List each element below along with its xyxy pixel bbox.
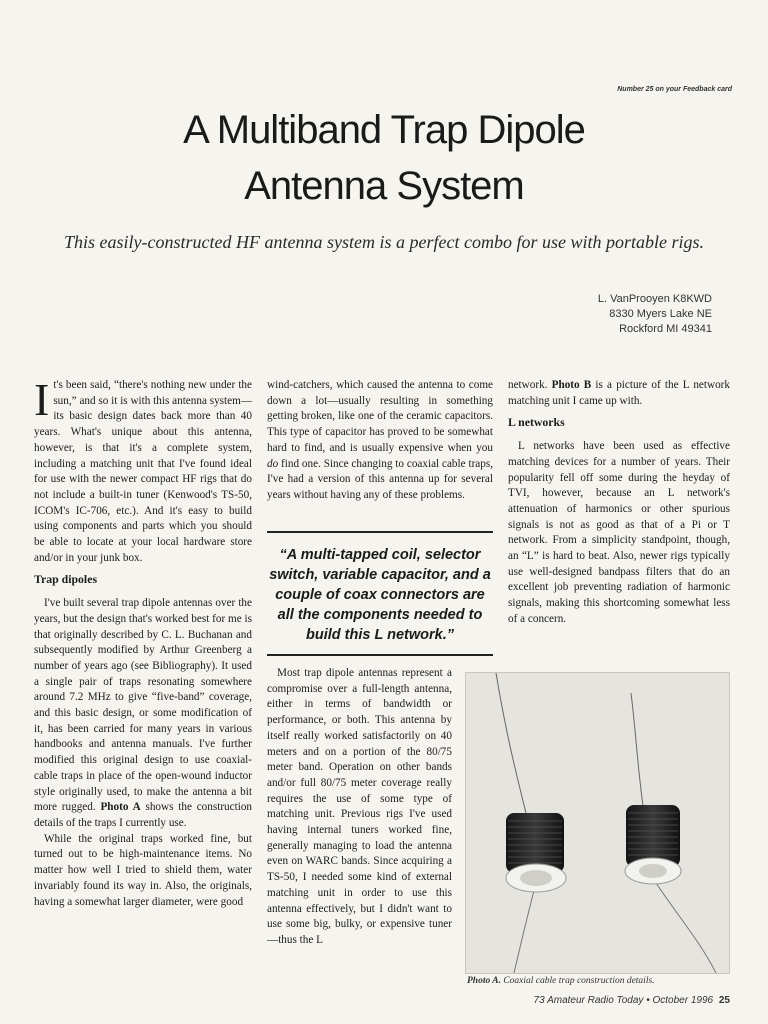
column-1	[34, 374, 253, 910]
trap-dipoles-text-end: shows the construction details of the traps I currently use.	[34, 801, 253, 829]
article-title	[0, 102, 768, 214]
page-number: 25	[718, 995, 730, 1006]
intro-text: t's been said, “there's nothing new under the sun,” and so it is with this antenna system—its basic design dates back more than 40 years. What's unique about this antenna, however, is that it's a complete system, including a matching unit that I've found ideal for use with the newer compact HF rigs that do not include a built-in tuner (Kenwood's TS-50, ICOM's IC-706, etc.). And it's easy to build using components and parts which you should be able to locate at your local hardware store and/or in your junk box.	[34, 379, 252, 564]
emphasis-do: do	[267, 457, 279, 470]
coax-trap-right	[625, 805, 681, 884]
photo-caption-text: Coaxial cable trap construction details.	[503, 976, 655, 986]
l-networks-paragraph: L networks have been used as effective matching devices for a number of years. Their popularity fell off some during the heyday of TVI, however, because an L network's attenuation of harmonics or other spurious signals is not as good as that of a Pi or T network. From a simplicity standpoint, though, an “L” is hard to beat. Also, newer rigs typically use well-designed bandpass filters that do an excellent job preventing radiation of harmonic signals, making this shortcoming somewhat less of a concern.	[508, 440, 730, 625]
photo-b-text: network.	[508, 379, 548, 391]
section-heading-l-networks: L networks	[508, 415, 565, 430]
title-line-2: Antenna System	[244, 164, 524, 208]
wind-catcher-paragraph	[267, 378, 493, 504]
article-deck: This easily-constructed HF antenna system is a perfect combo for use with portable rigs.	[64, 232, 704, 252]
photo-b-text-end: is a picture of the L network matching unit I came up with.	[508, 379, 730, 407]
drop-cap: I	[34, 374, 50, 425]
author-street: 8330 Myers Lake NE	[609, 308, 712, 320]
photo-a-reference: Photo A	[100, 801, 141, 814]
author-name: L. VanProoyen K8KWD	[597, 293, 712, 305]
byline	[598, 292, 712, 337]
trap-dipoles-text: I've built several trap dipole antennas over the years, but the design that's worked best for me is that originally described by C. L. Buchanan and subsequently modified by Arthur Greenberg a number of years ago (see Bibliography). It used a single pair of traps resonating somewhere around 7.2 MHz to give “five-band” coverage, and this basic design, or some modification of it, has been carried for many years in various handbooks and antenna manuals. I've further modified this original design to use coaxial-cable traps in place of the open-wound inductor style originally used, to make the antenna a bit more rugged.	[34, 597, 252, 814]
column-3	[508, 378, 730, 628]
wind-catcher-text: wind-catchers, which caused the antenna to come down a lot—usually resulting in something getting broken, like one of the ceramic capacitors. This type of capacitor has proved to be somewhat hard to find, and is usually expensive when you	[267, 379, 493, 454]
page-footer	[534, 995, 730, 1006]
author-city: Rockford MI 49341	[619, 323, 712, 335]
pull-quote: “A multi-tapped coil, selector switch, variable capacitor, and a couple of coax connectors are all the components needed to build this L network.”	[267, 531, 493, 656]
photo-caption-label: Photo A.	[467, 976, 501, 986]
section-heading-trap-dipoles: Trap dipoles	[34, 572, 98, 587]
title-line-1: A Multiband Trap Dipole	[183, 108, 585, 152]
intro-paragraph	[34, 374, 252, 566]
compromise-paragraph: Most trap dipole antennas represent a compromise over a full-length antenna, either in terms of bandwidth or performance, or both. This antenna by itself really worked satisfactorily on 40 meters and on a portion of the 80/75 meter band. Operation on other bands and/or full 80/75 meter coverage really requires the use of some type of matching unit. Previous rigs I've used having internal tuners worked fine, generally managing to load the antenna even on WARC bands. Since acquiring a TS-50, I needed some kind of external matching unit in order to use this antenna effectively, but I didn't want to use some big, bulky, or expensive tuner—thus the L	[267, 667, 452, 946]
wind-catcher-text-end: find one. Since changing to coaxial cable traps, I've had a version of this antenna up for several years without having any of these problems.	[267, 457, 494, 501]
coax-trap-left	[506, 813, 566, 892]
photo-b-reference: Photo B	[551, 379, 592, 391]
coax-trap-illustration	[466, 673, 729, 973]
footer-publication: 73 Amateur Radio Today • October 1996	[533, 995, 714, 1006]
photo-b-paragraph	[508, 378, 730, 409]
column-2-lower	[267, 666, 452, 949]
maintenance-paragraph: While the original traps worked fine, but turned out to be high-maintenance items. No matter how well I tried to shield them, water invariably found its way in. Also, the originals, having a somewhat larger diameter, were good	[34, 832, 252, 908]
column-2	[267, 378, 493, 510]
photo-caption	[467, 976, 737, 986]
feedback-note: Number 25 on your Feedback card	[617, 86, 732, 93]
trap-dipoles-paragraph	[34, 596, 252, 832]
photo-a-coax-traps	[465, 672, 730, 974]
